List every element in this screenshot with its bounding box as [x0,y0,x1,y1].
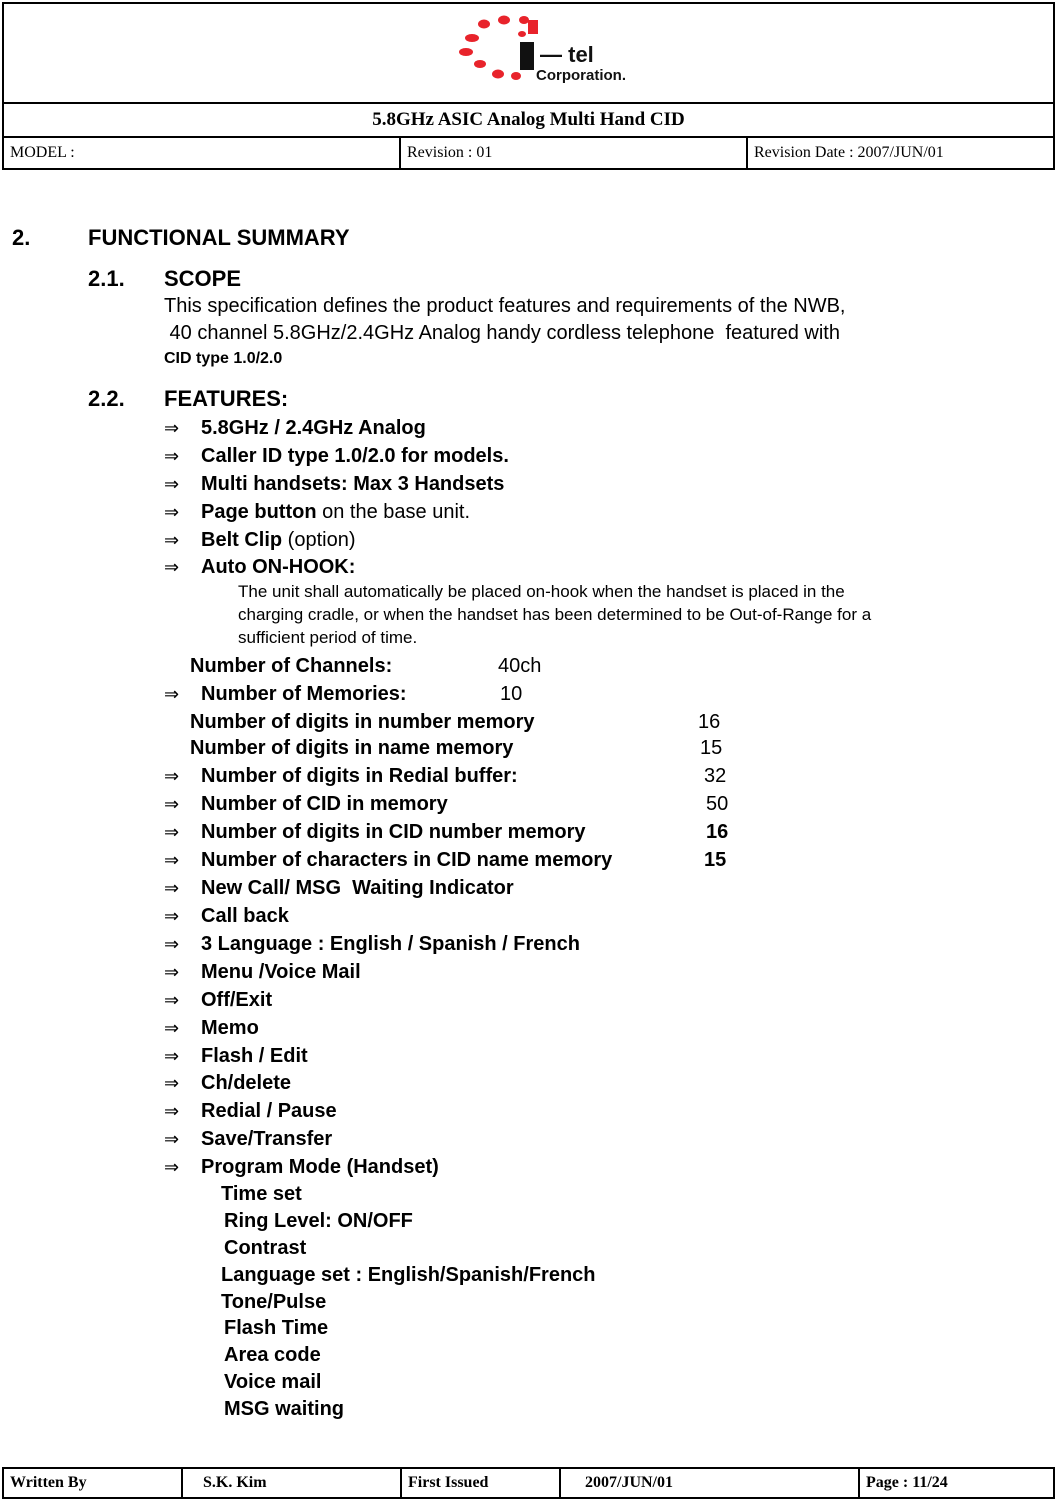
arrow-icon: ⇒ [164,530,180,550]
feature-item: Program Mode (Handset) [201,1156,439,1178]
arrow-icon: ⇒ [164,1157,180,1177]
scope-text-line: This specification defines the product features and requirements of the NWB, [164,295,846,317]
feature-item: Flash / Edit [201,1045,308,1067]
arrow-icon: ⇒ [164,1073,180,1093]
scope-title: SCOPE [164,266,242,291]
spec-value: 16 [706,821,729,843]
scope-text-line: 40 channel 5.8GHz/2.4GHz Analog handy cordless telephone featured with [164,322,840,344]
arrow-icon: ⇒ [164,418,180,438]
feature-description: sufficient period of time. [238,628,418,647]
feature-item: New Call/ MSG Waiting Indicator [201,877,514,899]
arrow-icon: ⇒ [164,1046,180,1066]
spec-label: Number of CID in memory [201,793,448,815]
spec-label: Number of Channels: [190,655,393,677]
arrow-icon: ⇒ [164,822,180,842]
feature-item-bold: Page button [201,501,317,523]
feature-item: Auto ON-HOOK: [201,556,356,578]
feature-item [201,500,470,524]
feature-item: Save/Transfer [201,1128,333,1150]
feature-item-bold: Belt Clip [201,529,283,551]
feature-description: The unit shall automatically be placed on-hook when the handset is placed in the [238,582,845,601]
feature-item: Memo [201,1017,259,1039]
program-item: Voice mail [224,1371,322,1393]
spec-label: Number of digits in CID number memory [201,821,586,843]
arrow-icon: ⇒ [164,502,180,522]
svg-text:Corporation.: Corporation. [536,67,626,84]
document-title: 5.8GHz ASIC Analog Multi Hand CID [3,103,1054,137]
feature-item: Redial / Pause [201,1100,337,1122]
feature-item [201,528,356,552]
program-item: Flash Time [224,1317,329,1339]
scope-text-line: CID type 1.0/2.0 [164,350,283,367]
arrow-icon: ⇒ [164,990,180,1010]
revision-number: Revision : 01 [400,137,747,169]
program-item: Language set : English/Spanish/French [221,1264,596,1286]
spec-label: Number of digits in Redial buffer: [201,765,518,787]
page-number: Page : 11/24 [859,1468,1054,1498]
feature-item-rest: on the base unit. [316,501,470,523]
section-title: FUNCTIONAL SUMMARY [88,225,350,250]
program-item: Tone/Pulse [221,1291,327,1313]
arrow-icon: ⇒ [164,557,180,577]
feature-item-rest: (option) [282,529,356,551]
written-by-value: S.K. Kim [182,1468,401,1498]
feature-item: Call back [201,905,289,927]
arrow-icon: ⇒ [164,684,180,704]
arrow-icon: ⇒ [164,850,180,870]
features-title: FEATURES: [164,386,289,411]
feature-item: 5.8GHz / 2.4GHz Analog [201,417,426,439]
arrow-icon: ⇒ [164,446,180,466]
arrow-icon: ⇒ [164,906,180,926]
logo-cell [3,3,1054,103]
spec-label: Number of digits in name memory [190,737,514,759]
arrow-icon: ⇒ [164,962,180,982]
first-issued-label: First Issued [401,1468,560,1498]
program-item: Ring Level: ON/OFF [224,1210,413,1232]
spec-value: 15 [704,849,727,871]
program-item: Contrast [224,1237,307,1259]
spec-value: 16 [698,711,721,733]
written-by-label: Written By [3,1468,182,1498]
feature-item: Caller ID type 1.0/2.0 for models. [201,445,509,467]
spec-label: Number of Memories: [201,683,407,705]
feature-item: Menu /Voice Mail [201,961,361,983]
program-item: Time set [221,1183,302,1205]
document-footer [2,1467,1055,1499]
features-number: 2.2. [88,386,125,411]
arrow-icon: ⇒ [164,1018,180,1038]
model-label: MODEL : [3,137,400,169]
program-item: Area code [224,1344,321,1366]
section-number: 2. [12,225,31,250]
feature-item: Multi handsets: Max 3 Handsets [201,473,505,495]
document-header [2,2,1055,170]
spec-value: 15 [700,737,723,759]
scope-number: 2.1. [88,266,125,291]
feature-item: Off/Exit [201,989,273,1011]
arrow-icon: ⇒ [164,1101,180,1121]
arrow-icon: ⇒ [164,794,180,814]
spec-label: Number of digits in number memory [190,711,535,733]
arrow-icon: ⇒ [164,766,180,786]
company-logo [456,12,646,92]
spec-value: 50 [706,793,729,815]
revision-date: Revision Date : 2007/JUN/01 [747,137,1054,169]
spec-label: Number of characters in CID name memory [201,849,613,871]
program-item: MSG waiting [224,1398,344,1420]
first-issued-value: 2007/JUN/01 [560,1468,859,1498]
arrow-icon: ⇒ [164,1129,180,1149]
feature-item: Ch/delete [201,1072,292,1094]
spec-value: 32 [704,765,727,787]
arrow-icon: ⇒ [164,934,180,954]
feature-description: charging cradle, or when the handset has been determined to be Out-of-Range for a [238,605,872,624]
arrow-icon: ⇒ [164,878,180,898]
feature-item: 3 Language : English / Spanish / French [201,933,580,955]
svg-text:— tel: — tel [540,42,594,67]
spec-value: 40ch [498,655,542,677]
arrow-icon: ⇒ [164,474,180,494]
spec-value: 10 [500,683,523,705]
